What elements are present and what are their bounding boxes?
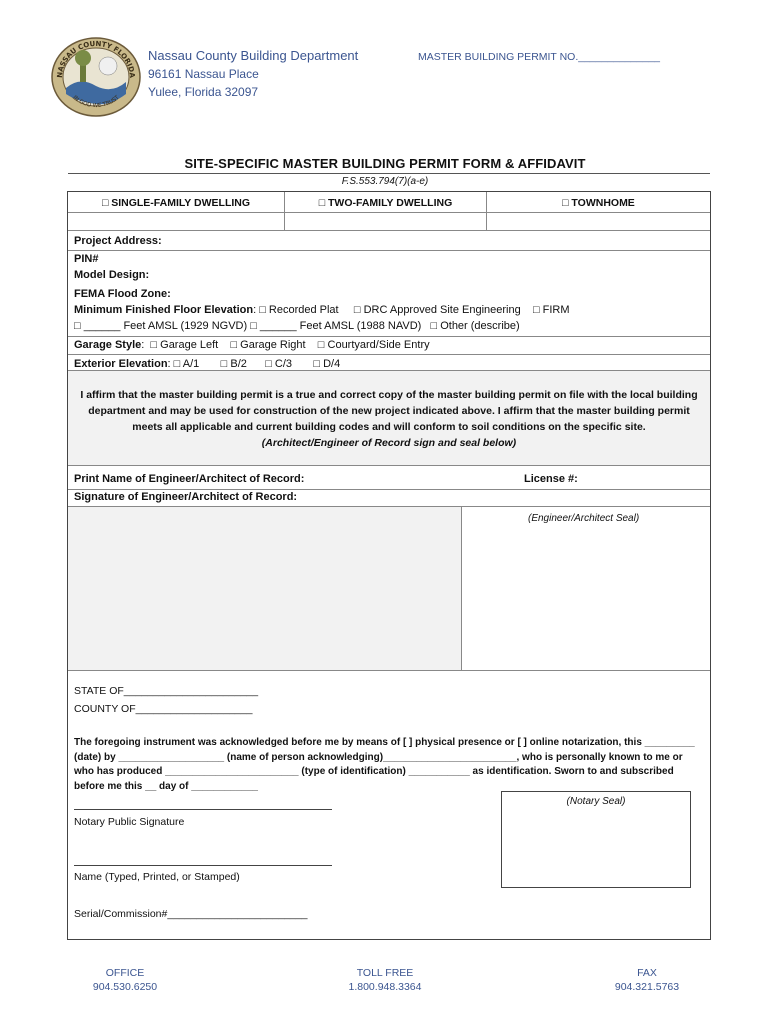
notary-seal-box <box>501 791 691 888</box>
divider <box>68 336 710 337</box>
license-number-field[interactable]: License #: <box>524 473 578 485</box>
min-floor-elevation-row[interactable]: Minimum Finished Floor Elevation: □ Recorded Plat □ DRC Approved Site Engineering □ FIRM <box>74 304 570 316</box>
affirmation-note: (Architect/Engineer of Record sign and seal below) <box>261 437 517 449</box>
fax-label: FAX <box>637 967 657 979</box>
form-title: SITE-SPECIFIC MASTER BUILDING PERMIT FORM & AFFIDAVIT <box>184 156 586 171</box>
divider <box>486 192 487 230</box>
fema-flood-zone-field[interactable]: FEMA Flood Zone: <box>74 288 171 300</box>
divider <box>68 250 710 251</box>
department-block <box>148 47 358 101</box>
master-permit-number-field[interactable]: MASTER BUILDING PERMIT NO.______________ <box>418 51 660 63</box>
fax-number: 904.321.5763 <box>614 981 680 993</box>
engineer-signature-area[interactable] <box>68 506 461 670</box>
notary-name-line[interactable] <box>74 865 332 866</box>
engineer-signature-field[interactable]: Signature of Engineer/Architect of Record: <box>74 491 298 503</box>
notary-signature-line[interactable] <box>74 809 332 810</box>
office-label: OFFICE <box>105 967 145 979</box>
tollfree-label: TOLL FREE <box>356 967 414 979</box>
svg-text:NASSAU COUNTY FLORIDA: NASSAU COUNTY FLORIDA <box>55 39 137 79</box>
notary-name-label: Name (Typed, Printed, or Stamped) <box>74 871 240 883</box>
serial-commission-field[interactable]: Serial/Commission#________________________ <box>74 908 308 920</box>
department-name: Nassau County Building Department <box>148 48 359 63</box>
footer-office <box>60 966 190 994</box>
model-design-field[interactable]: Model Design: <box>74 269 150 281</box>
divider <box>284 192 285 230</box>
divider <box>68 354 710 355</box>
engineer-seal-label: (Engineer/Architect Seal) <box>528 513 640 524</box>
department-address-line1: 96161 Nassau Place <box>148 67 259 81</box>
notary-seal-label: (Notary Seal) <box>566 796 626 807</box>
footer-tollfree <box>320 966 450 994</box>
tollfree-number: 1.800.948.3364 <box>348 981 422 993</box>
notary-signature-label: Notary Public Signature <box>74 816 185 828</box>
affirmation-block <box>68 370 710 466</box>
county-field[interactable]: COUNTY OF____________________ <box>74 703 253 715</box>
pin-field[interactable]: PIN# <box>74 253 99 265</box>
divider <box>68 489 710 490</box>
exterior-elevation-row[interactable]: Exterior Elevation: □ A/1 □ B/2 □ C/3 □ D/4 <box>74 358 341 370</box>
checkbox-two-family[interactable]: □ TWO-FAMILY DWELLING <box>318 197 453 209</box>
title-divider <box>68 173 710 174</box>
divider <box>68 670 710 671</box>
state-field[interactable]: STATE OF_______________________ <box>74 685 259 697</box>
notary-acknowledgment-text: The foregoing instrument was acknowledged before me by means of [ ] physical presence or [ ] online notarization, this _________ (date) by ___________________ (name of person acknowledging)________________________, who is personally known to me or who has produced ________________________ (type of identification) ___________ as identification. Sworn to and subscribed before me this __ day of ____________ <box>74 737 695 792</box>
engineer-print-name-field[interactable]: Print Name of Engineer/Architect of Record: <box>74 473 305 485</box>
divider <box>68 230 710 231</box>
checkbox-townhome[interactable]: □ TOWNHOME <box>562 197 635 209</box>
elevation-datum-row[interactable]: □ ______ Feet AMSL (1929 NGVD) □ ______ Feet AMSL (1988 NAVD) □ Other (describe) <box>74 320 520 332</box>
garage-style-row[interactable]: Garage Style: □ Garage Left □ Garage Right □ Courtyard/Side Entry <box>74 339 430 351</box>
statute-reference: F.S.553.794(7)(a-e) <box>341 176 429 187</box>
project-address-field[interactable]: Project Address: <box>74 235 162 247</box>
office-number: 904.530.6250 <box>92 981 158 993</box>
divider <box>68 212 710 213</box>
svg-text:IN GOD WE TRUST: IN GOD WE TRUST <box>71 94 121 110</box>
affirmation-text: I affirm that the master building permit is a true and correct copy of the master building permit on file with the local building department and may be used for construction of the new project indicated above. I affirm that the master building permit meets all applicable and current building codes and will conform to soil conditions on the specific site. (Architect/Engineer of Record sign and seal below) <box>80 389 698 449</box>
department-address-line2: Yulee, Florida 32097 <box>148 85 259 99</box>
county-seal-logo <box>50 36 142 118</box>
checkbox-single-family[interactable]: □ SINGLE-FAMILY DWELLING <box>101 197 251 209</box>
permit-form <box>67 191 711 940</box>
divider <box>461 506 462 670</box>
footer-fax <box>582 966 712 994</box>
divider <box>68 506 710 507</box>
